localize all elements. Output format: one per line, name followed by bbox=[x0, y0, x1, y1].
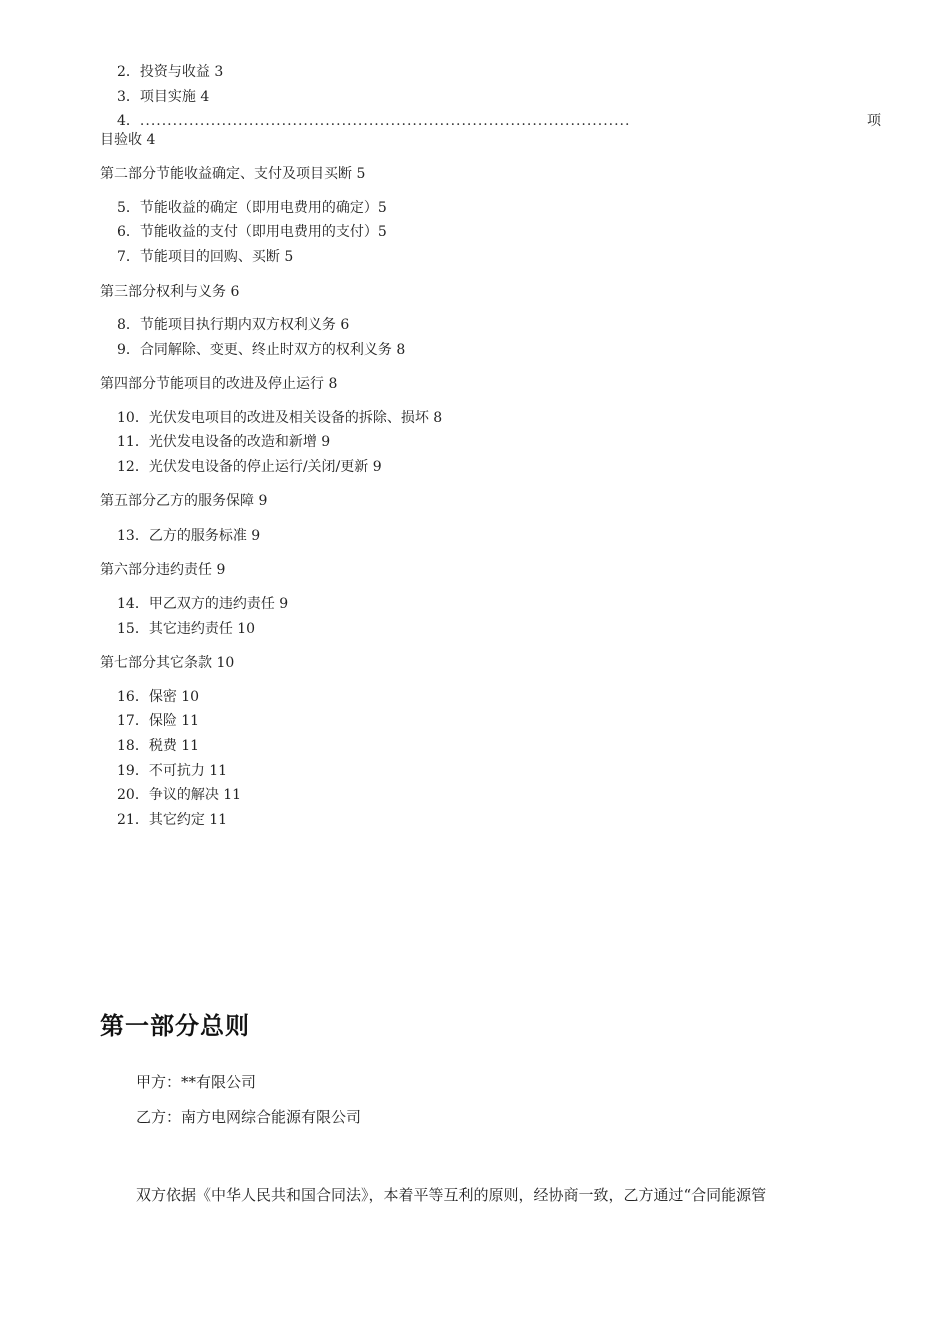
party-b-label: 乙方： bbox=[136, 1108, 182, 1126]
toc-part-2: 第二部分节能收益确定、支付及项目买断 5 bbox=[100, 166, 366, 182]
toc-item-8: 8．节能项目执行期内双方权利义务 6 bbox=[117, 317, 350, 333]
party-a-label: 甲方： bbox=[136, 1073, 182, 1091]
toc-item-14: 14．甲乙双方的违约责任 9 bbox=[117, 596, 289, 612]
toc-item-4-line bbox=[117, 112, 881, 130]
toc-item-12: 12．光伏发电设备的停止运行/关闭/更新 9 bbox=[117, 459, 382, 475]
toc-part-4: 第四部分节能项目的改进及停止运行 8 bbox=[100, 376, 338, 392]
toc-item-4-number: 4． bbox=[117, 113, 140, 129]
toc-item-2: 2．投资与收益 3 bbox=[117, 64, 224, 80]
toc-item-15: 15．其它违约责任 10 bbox=[117, 621, 256, 637]
intro-paragraph: 双方依据《中华人民共和国合同法》，本着平等互利的原则，经协商一致，乙方通过“合同能源管 bbox=[136, 1186, 767, 1204]
toc-part-3: 第三部分权利与义务 6 bbox=[100, 284, 240, 300]
party-b-name: 南方电网综合能源有限公司 bbox=[181, 1108, 362, 1126]
toc-item-17: 17．保险 11 bbox=[117, 713, 200, 729]
toc-item-21: 21．其它约定 11 bbox=[117, 812, 228, 828]
toc-part-5: 第五部分乙方的服务保障 9 bbox=[100, 493, 268, 509]
toc-item-10: 10．光伏发电项目的改进及相关设备的拆除、损坏 8 bbox=[117, 410, 443, 426]
toc-item-19: 19．不可抗力 11 bbox=[117, 763, 228, 779]
toc-item-6: 6．节能收益的支付（即用电费用的支付）5 bbox=[117, 224, 387, 240]
toc-leader-dots: .......................................................................................... bbox=[139, 113, 631, 129]
party-a-name: **有限公司 bbox=[181, 1073, 257, 1091]
toc-item-11: 11．光伏发电设备的改造和新增 9 bbox=[117, 434, 331, 450]
toc-item-3: 3．项目实施 4 bbox=[117, 89, 210, 105]
toc-item-13: 13．乙方的服务标准 9 bbox=[117, 528, 261, 544]
toc-item-20: 20．争议的解决 11 bbox=[117, 787, 242, 803]
section-title: 第一部分总则 bbox=[100, 1012, 250, 1040]
party-a-line bbox=[136, 1072, 256, 1092]
toc-item-16: 16．保密 10 bbox=[117, 689, 200, 705]
toc-item-5: 5．节能收益的确定（即用电费用的确定）5 bbox=[117, 200, 387, 216]
toc-item-4-tail: 项 bbox=[867, 113, 881, 129]
toc-item-9: 9．合同解除、变更、终止时双方的权利义务 8 bbox=[117, 342, 406, 358]
toc-item-18: 18．税费 11 bbox=[117, 738, 200, 754]
toc-part-7: 第七部分其它条款 10 bbox=[100, 655, 235, 671]
toc-part-6: 第六部分违约责任 9 bbox=[100, 562, 226, 578]
toc-item-7: 7．节能项目的回购、买断 5 bbox=[117, 249, 294, 265]
toc-item-4-wrap: 目验收 4 bbox=[100, 132, 156, 148]
party-b-line bbox=[136, 1107, 361, 1127]
